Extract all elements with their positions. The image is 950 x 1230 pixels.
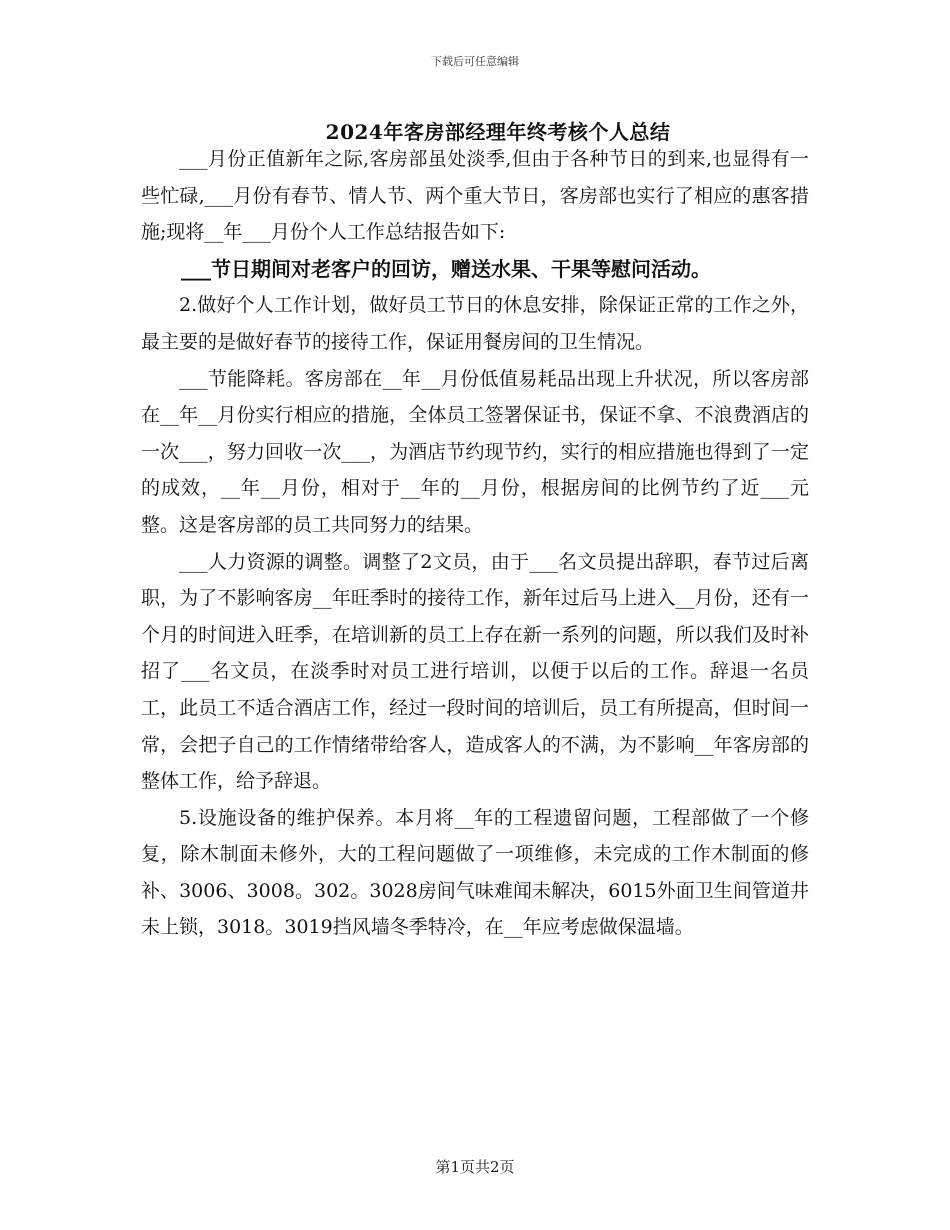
paragraph-facility-maintenance: 5.设施设备的维护保养。本月将__年的工程遗留问题，工程部做了一个修复，除木制面未修外，大的工程问题做了一项维修，未完成的工作木制面的修补、3006、3008。302。3028房间气味难闻未解决，6015外面卫生间管道井未上锁，3018。3019挡风墙冬季特冷，在__年应考虑做保温墙。 [141,806,809,939]
header-note: 下载后可任意编辑 [431,55,519,68]
paragraph-holiday-visits: ___节日期间对老客户的回访，赠送水果、干果等慰问活动。 [181,256,711,281]
paragraph-intro: ___月份正值新年之际,客房部虽处淡季,但由于各种节日的到来,也显得有一些忙碌,___月份有春节、情人节、两个重大节日，客房部也实行了相应的惠客措施;现将__年___月份个人工作总结报告如下: [141,148,809,244]
paragraph-hr-adjustment: ___人力资源的调整。调整了2文员，由于___名文员提出辞职，春节过后离职，为了不影响客房__年旺季时的接待工作，新年过后马上进入__月份，还有一个月的时间进入旺季，在培训新的员工上存在新一系列的问题，所以我们及时补招了___名文员，在淡季时对员工进行培训，以便于以后的工作。辞退一名员工，此员工不适合酒店工作，经过一段时间的培训后，员工有所提高，但时间一常，会把子自己的工作情绪带给客人，造成客人的不满，为不影响__年客房部的整体工作，给予辞退。 [141,550,809,793]
paragraph-energy-saving: ___节能降耗。客房部在__年__月份低值易耗品出现上升状况，所以客房部在__年__月份实行相应的措施，全体员工签署保证书，保证不拿、不浪费酒店的一次___，努力回收一次___，为酒店节约现节约，实行的相应措施也得到了一定的成效，__年__月份，相对于__年的__月份，根据房间的比例节约了近___元整。这是客房部的员工共同努力的结果。 [141,367,809,536]
document-body [141,141,809,946]
page-number: 第1页共2页 [435,1158,515,1176]
paragraph-work-plan: 2.做好个人工作计划，做好员工节日的休息安排，除保证正常的工作之外，最主要的是做好春节的接待工作，保证用餐房间的卫生情况。 [141,294,809,353]
document-title: 2024年客房部经理年终考核个人总结 [325,120,671,144]
